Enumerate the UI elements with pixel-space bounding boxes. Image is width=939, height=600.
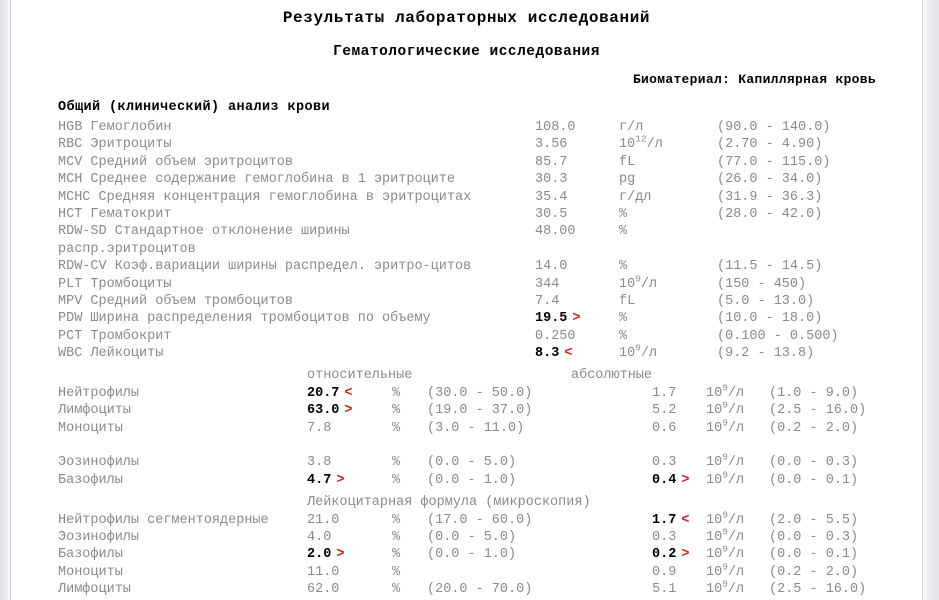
absolute-reference-range: (2.0 - 5.5) bbox=[769, 512, 859, 528]
analyte-name: PCT Тромбокрит bbox=[58, 328, 172, 344]
analyte-name: Базофилы bbox=[58, 547, 123, 563]
relative-value: 2.0 > bbox=[307, 547, 345, 563]
analyte-unit: $10^9/л$ bbox=[619, 342, 658, 362]
relative-value: 11.0 bbox=[307, 564, 340, 580]
absolute-unit: $10^9/л$ bbox=[706, 451, 745, 471]
analyte-value: 3.56 bbox=[535, 137, 568, 153]
differential-table bbox=[11, 368, 922, 490]
analyte-name: HGB Гемоглобин bbox=[58, 120, 172, 135]
analyte-unit: pg bbox=[619, 172, 636, 188]
analyte-name: MPV Средний объем тромбоцитов bbox=[58, 293, 293, 309]
table-row bbox=[58, 382, 922, 403]
analyte-name: WBC Лейкоциты bbox=[58, 346, 164, 362]
relative-value: 7.8 bbox=[307, 420, 332, 436]
relative-value: 4.7 > bbox=[307, 472, 345, 488]
analyte-name: Лимфоциты bbox=[58, 582, 131, 598]
out-of-range-flag-icon: > bbox=[572, 311, 581, 327]
table-row bbox=[58, 451, 922, 472]
absolute-reference-range: (0.0 - 0.1) bbox=[769, 547, 859, 563]
table-row bbox=[58, 342, 922, 363]
analyte-name: HCT Гематокрит bbox=[58, 206, 172, 222]
absolute-value: 0.6 bbox=[652, 420, 677, 436]
relative-reference-range: (3.0 - 11.0) bbox=[427, 420, 525, 436]
absolute-unit: $10^9/л$ bbox=[706, 417, 745, 436]
analyte-name: RBC Эритроциты bbox=[58, 137, 172, 153]
relative-reference-range: (0.0 - 5.0) bbox=[427, 529, 517, 545]
absolute-value: 0.3 bbox=[652, 455, 677, 471]
absolute-value: 5.2 bbox=[652, 403, 677, 419]
analyte-value: 19.5 > bbox=[535, 311, 581, 327]
absolute-value: 5.1 bbox=[652, 582, 677, 598]
reference-range: (90.0 - 140.0) bbox=[717, 120, 831, 135]
relative-unit: % bbox=[392, 455, 401, 471]
analyte-name: Эозинофилы bbox=[58, 455, 140, 471]
out-of-range-flag-icon: > bbox=[681, 472, 690, 488]
out-of-range-flag-icon: < bbox=[344, 385, 353, 401]
reference-range: (77.0 - 115.0) bbox=[717, 154, 831, 170]
relative-value: 3.8 bbox=[307, 455, 332, 471]
analyte-name: MCHC Средняя концентрация гемоглобина в эритроцитах bbox=[58, 189, 472, 205]
analyte-unit: fL bbox=[619, 293, 636, 309]
relative-value: 21.0 bbox=[307, 512, 340, 528]
column-header-relative: относительные bbox=[307, 368, 413, 384]
analyte-unit: % bbox=[619, 259, 628, 275]
table-row bbox=[58, 526, 922, 547]
relative-reference-range: (0.0 - 1.0) bbox=[427, 547, 517, 563]
column-header-row bbox=[58, 368, 922, 385]
analyte-value: 108.0 bbox=[535, 120, 576, 135]
relative-unit: % bbox=[392, 512, 401, 528]
absolute-reference-range: (2.5 - 16.0) bbox=[769, 582, 867, 598]
analyte-value: 0.250 bbox=[535, 328, 576, 344]
scrollbar-track[interactable] bbox=[922, 0, 939, 600]
relative-value: 63.0 > bbox=[307, 403, 353, 419]
analyte-name: Моноциты bbox=[58, 564, 123, 580]
table-row bbox=[58, 294, 922, 311]
report-sheet bbox=[11, 0, 922, 600]
relative-reference-range: (20.0 - 70.0) bbox=[427, 582, 533, 598]
section-title-cbc: Общий (клинический) анализ крови bbox=[58, 100, 331, 115]
analyte-name: Лимфоциты bbox=[58, 403, 131, 419]
report-subtitle: Гематологические исследования bbox=[333, 44, 600, 60]
reference-range: (31.9 - 36.3) bbox=[717, 189, 823, 205]
analyte-value: 344 bbox=[535, 276, 560, 292]
absolute-reference-range: (0.0 - 0.3) bbox=[769, 529, 859, 545]
reference-range: (0.100 - 0.500) bbox=[717, 328, 839, 344]
table-row bbox=[58, 509, 922, 530]
absolute-value: 0.4 > bbox=[652, 472, 690, 488]
out-of-range-flag-icon: < bbox=[564, 346, 573, 362]
analyte-name: распр.эритроцитов bbox=[58, 241, 196, 257]
analyte-value: 8.3 < bbox=[535, 346, 573, 362]
out-of-range-flag-icon: > bbox=[681, 547, 690, 563]
analyte-unit: $10^9/л$ bbox=[619, 273, 658, 292]
analyte-name: Эозинофилы bbox=[58, 529, 140, 545]
section-header-microscopy: Лейкоцитарная формула (микроскопия) bbox=[307, 495, 591, 511]
analyte-value: 30.5 bbox=[535, 206, 568, 222]
table-row bbox=[58, 172, 922, 189]
analyte-value: 30.3 bbox=[535, 172, 568, 188]
page-right-rule bbox=[922, 0, 923, 600]
absolute-value: 0.3 bbox=[652, 529, 677, 545]
reference-range: (26.0 - 34.0) bbox=[717, 172, 823, 188]
absolute-value: 1.7 < bbox=[652, 512, 690, 528]
table-row bbox=[58, 120, 922, 137]
analyte-value: 7.4 bbox=[535, 293, 560, 309]
analyte-unit: г/л bbox=[619, 120, 644, 135]
relative-reference-range: (17.0 - 60.0) bbox=[427, 512, 533, 528]
analyte-value: 85.7 bbox=[535, 154, 568, 170]
analyte-name: MCV Средний объем эритроцитов bbox=[58, 154, 293, 170]
reference-range: (28.0 - 42.0) bbox=[717, 206, 823, 222]
relative-value: 20.7 < bbox=[307, 385, 353, 401]
analyte-unit: fL bbox=[619, 154, 636, 170]
analyte-unit: % bbox=[619, 206, 628, 222]
relative-unit: % bbox=[392, 472, 401, 488]
relative-unit: % bbox=[392, 385, 401, 401]
reference-range: (9.2 - 13.8) bbox=[717, 346, 815, 362]
reference-range: (10.0 - 18.0) bbox=[717, 311, 823, 327]
analyte-unit: % bbox=[619, 224, 628, 240]
cbc-table bbox=[11, 120, 922, 363]
out-of-range-flag-icon: > bbox=[336, 472, 345, 488]
absolute-reference-range: (1.0 - 9.0) bbox=[769, 385, 859, 401]
analyte-unit: % bbox=[619, 311, 628, 327]
out-of-range-flag-icon: > bbox=[336, 547, 345, 563]
analyte-name: RDW-SD Стандартное отклонение ширины bbox=[58, 224, 350, 240]
analyte-name: PDW Ширина распределения тромбоцитов по объему bbox=[58, 311, 431, 327]
relative-reference-range: (30.0 - 50.0) bbox=[427, 385, 533, 401]
relative-value: 4.0 bbox=[307, 529, 332, 545]
absolute-value: 1.7 bbox=[652, 385, 677, 401]
absolute-reference-range: (0.2 - 2.0) bbox=[769, 564, 859, 580]
absolute-unit: $10^9/л$ bbox=[706, 561, 745, 580]
relative-value: 62.0 bbox=[307, 582, 340, 598]
relative-reference-range: (0.0 - 5.0) bbox=[427, 455, 517, 471]
table-row bbox=[58, 155, 922, 172]
column-header-row bbox=[58, 495, 922, 512]
absolute-reference-range: (0.2 - 2.0) bbox=[769, 420, 859, 436]
out-of-range-flag-icon: > bbox=[344, 403, 353, 419]
table-row bbox=[58, 311, 922, 328]
out-of-range-flag-icon: < bbox=[681, 512, 690, 528]
absolute-unit: $10^9/л$ bbox=[706, 399, 745, 419]
analyte-value: 35.4 bbox=[535, 189, 568, 205]
analyte-unit: $10^{12}/л$ bbox=[619, 133, 663, 153]
analyte-name: RDW-CV Коэф.вариации ширины распредел. эритро-цитов bbox=[58, 259, 472, 275]
analyte-value: 14.0 bbox=[535, 259, 568, 275]
table-row bbox=[58, 561, 922, 582]
relative-unit: % bbox=[392, 403, 401, 419]
absolute-unit: $10^9/л$ bbox=[706, 469, 745, 488]
analyte-name: Моноциты bbox=[58, 420, 123, 436]
absolute-unit: $10^9/л$ bbox=[706, 526, 745, 545]
absolute-unit: $10^9/л$ bbox=[706, 382, 745, 401]
table-row bbox=[58, 224, 922, 241]
row-spacer bbox=[58, 438, 922, 455]
table-row bbox=[58, 273, 922, 294]
absolute-reference-range: (0.0 - 0.1) bbox=[769, 472, 859, 488]
table-row bbox=[58, 329, 922, 346]
absolute-reference-range: (2.5 - 16.0) bbox=[769, 403, 867, 419]
analyte-name: Базофилы bbox=[58, 472, 123, 488]
table-row bbox=[58, 417, 922, 438]
report-title: Результаты лабораторных исследований bbox=[282, 9, 651, 27]
table-row bbox=[58, 399, 922, 420]
analyte-name: PLT Тромбоциты bbox=[58, 276, 172, 292]
absolute-unit: $10^9/л$ bbox=[706, 509, 745, 528]
absolute-value: 0.9 bbox=[652, 564, 677, 580]
relative-unit: % bbox=[392, 529, 401, 545]
absolute-value: 0.2 > bbox=[652, 547, 690, 563]
reference-range: (5.0 - 13.0) bbox=[717, 293, 815, 309]
table-row bbox=[58, 578, 922, 599]
relative-reference-range: (19.0 - 37.0) bbox=[427, 403, 533, 419]
table-row bbox=[58, 242, 922, 259]
relative-reference-range: (0.0 - 1.0) bbox=[427, 472, 517, 488]
table-row bbox=[58, 469, 922, 490]
table-row bbox=[58, 207, 922, 224]
reference-range: (150 - 450) bbox=[717, 276, 807, 292]
microscopy-table bbox=[11, 495, 922, 599]
relative-unit: % bbox=[392, 547, 401, 563]
reference-range: (11.5 - 14.5) bbox=[717, 259, 823, 275]
analyte-name: Нейтрофилы bbox=[58, 385, 140, 401]
table-row bbox=[58, 259, 922, 276]
table-row bbox=[58, 190, 922, 207]
table-row bbox=[58, 133, 922, 154]
analyte-unit: г/дл bbox=[619, 189, 652, 205]
analyte-unit: % bbox=[619, 328, 628, 344]
relative-unit: % bbox=[392, 564, 401, 580]
absolute-unit: $10^9/л$ bbox=[706, 543, 745, 563]
analyte-value: 48.00 bbox=[535, 224, 576, 240]
relative-unit: % bbox=[392, 420, 401, 436]
absolute-reference-range: (0.0 - 0.3) bbox=[769, 455, 859, 471]
relative-unit: % bbox=[392, 582, 401, 598]
column-header-absolute: абсолютные bbox=[571, 368, 653, 384]
biomaterial-line: Биоматериал: Капиллярная кровь bbox=[632, 72, 876, 87]
absolute-unit: $10^9/л$ bbox=[706, 578, 745, 598]
reference-range: (2.70 - 4.90) bbox=[717, 137, 823, 153]
analyte-name: MCH Среднее содержание гемоглобина в 1 эритроците bbox=[58, 172, 455, 188]
analyte-name: Нейтрофилы сегментоядерные bbox=[58, 512, 269, 528]
table-row bbox=[58, 543, 922, 564]
